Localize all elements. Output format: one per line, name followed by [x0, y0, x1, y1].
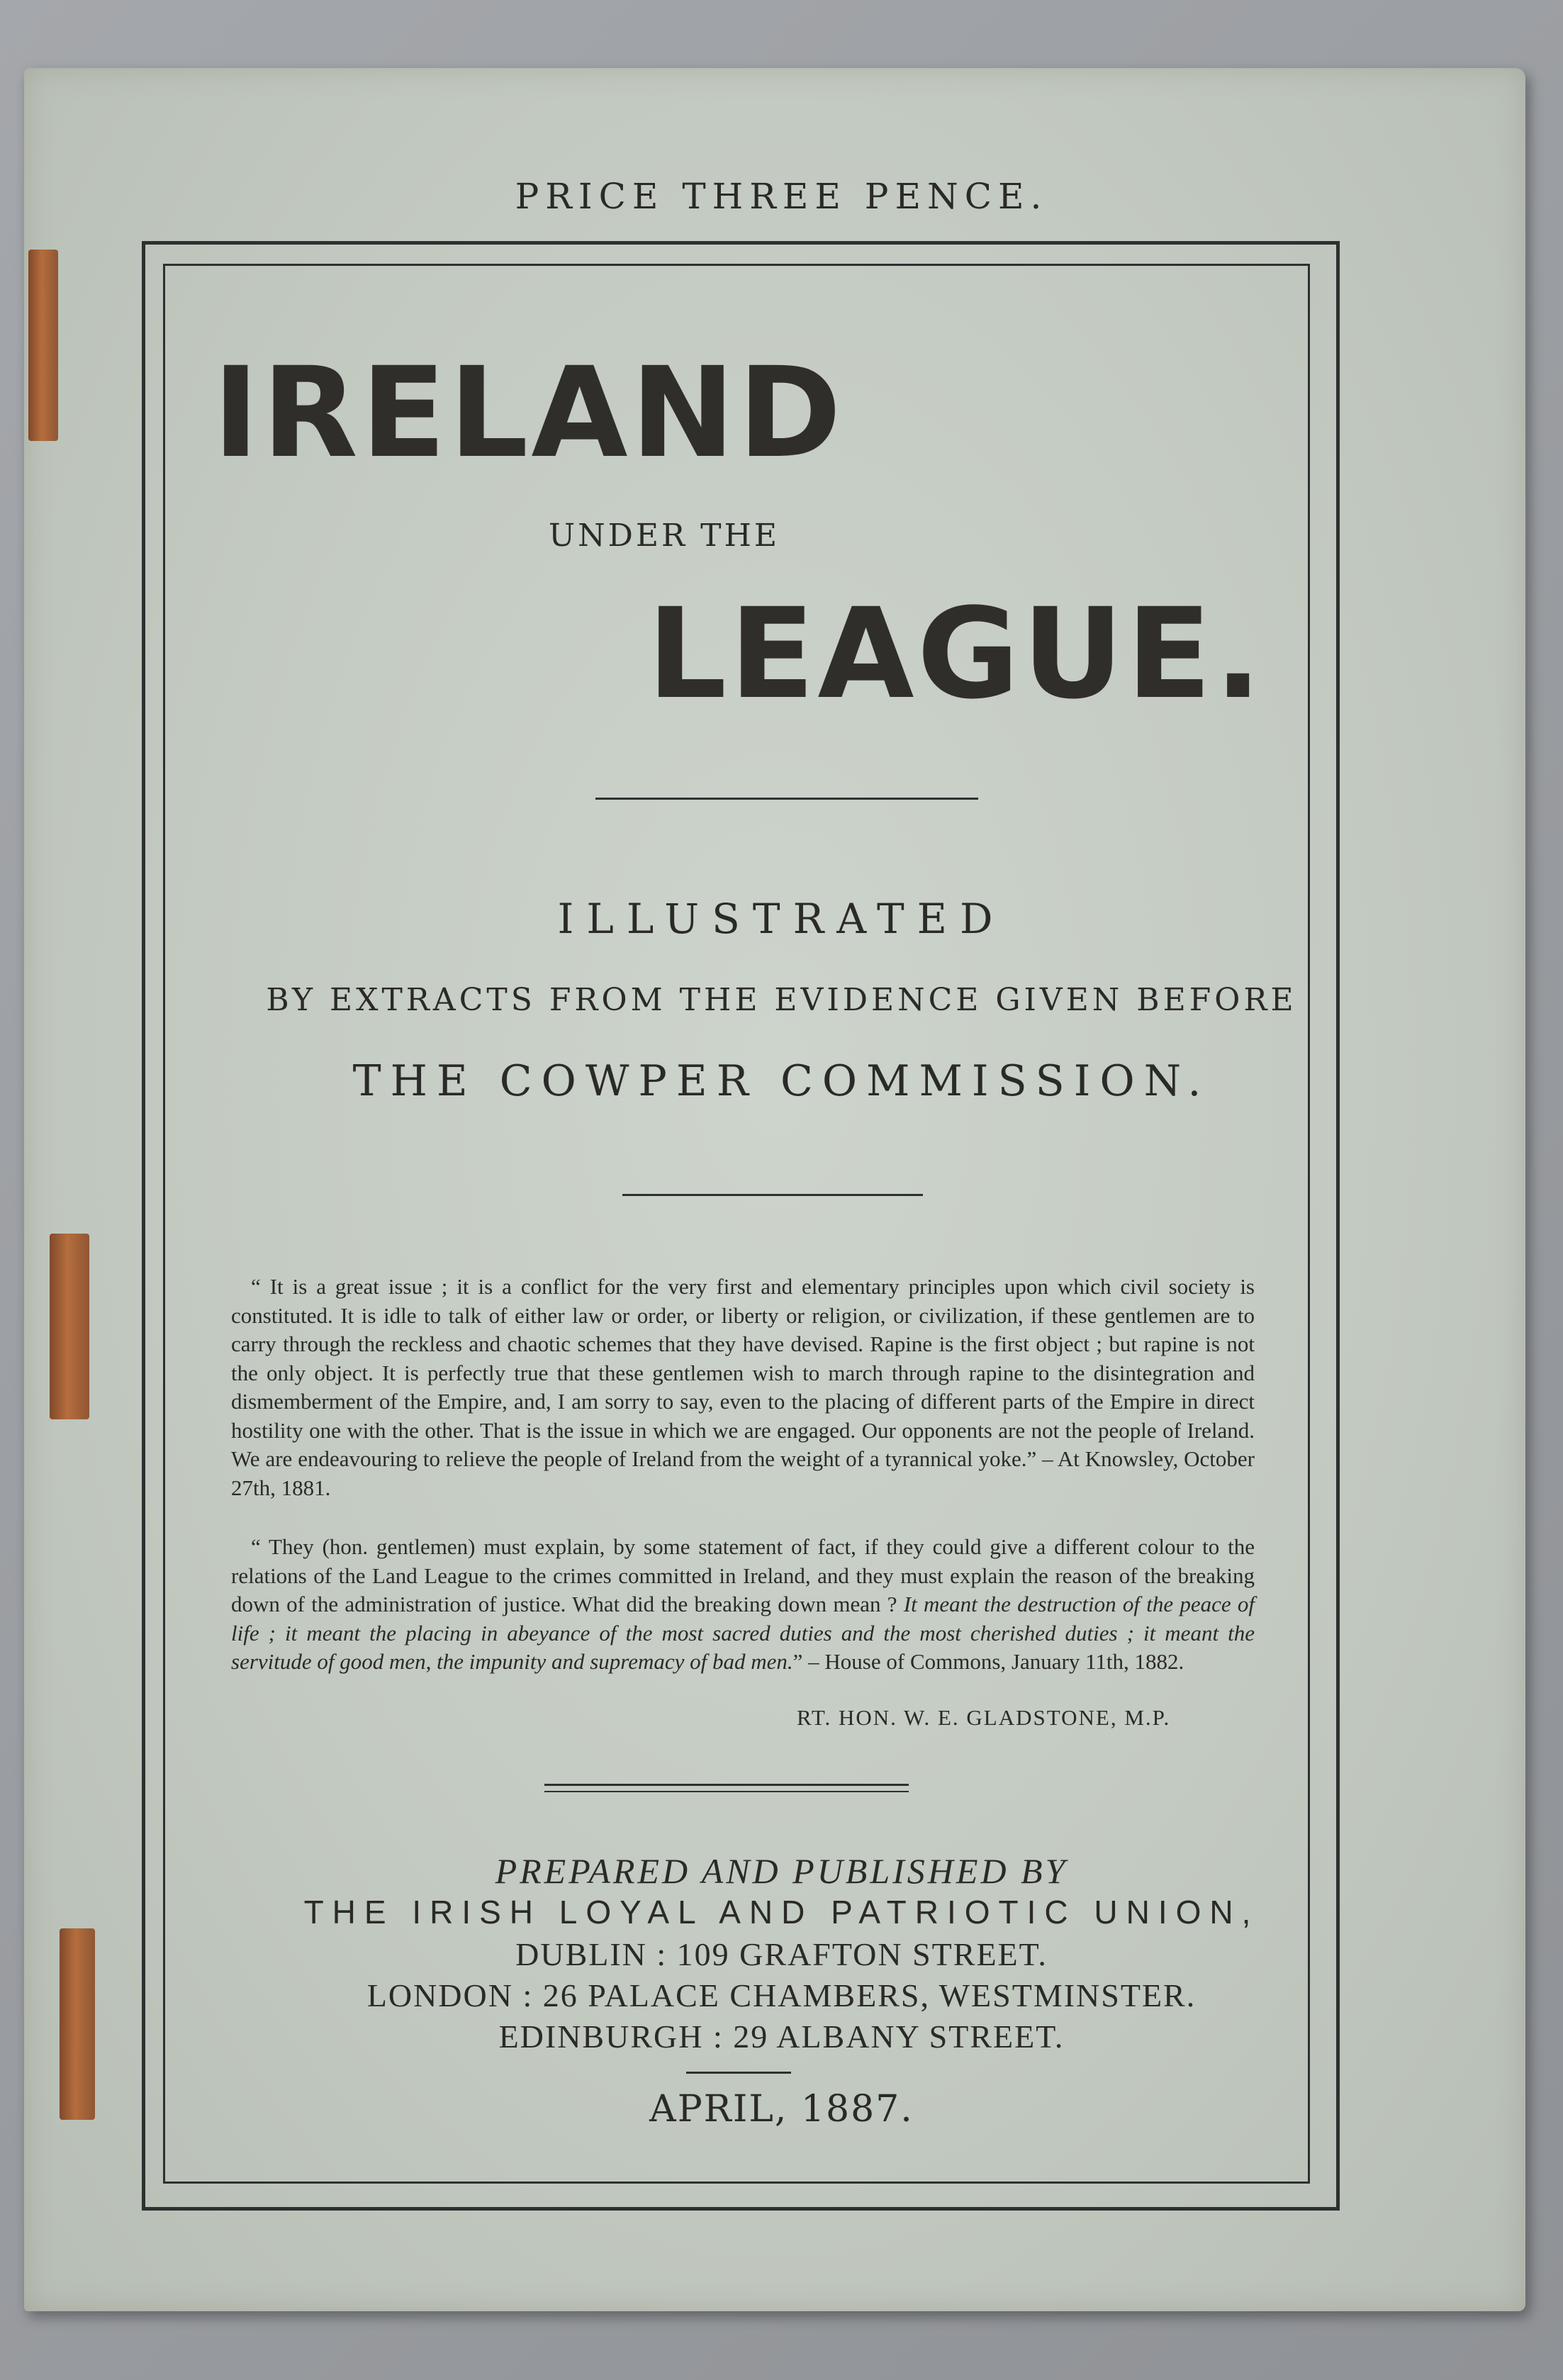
quote-house-of-commons: [231, 1533, 1255, 1677]
title-ireland: IRELAND: [213, 340, 844, 486]
address-edinburgh: EDINBURGH : 29 ALBANY STREET.: [498, 2018, 1065, 2055]
address-dublin: DUBLIN : 109 GRAFTON STREET.: [515, 1936, 1048, 1972]
title-under-the: UNDER THE: [549, 518, 780, 554]
quote-italic-text: It meant the destruction of the peace of life ; it meant the placing in abeyance of the most sacred duties and the most cherished duties ; it meant the servitude of good men, the impunity and supremacy of bad men.: [231, 1592, 1255, 1674]
title-league: LEAGUE.: [647, 581, 1265, 727]
address-london: LONDON : 26 PALACE CHAMBERS, WESTMINSTER.: [366, 1977, 1197, 2013]
publisher-name: THE IRISH LOYAL AND PATRIOTIC UNION,: [303, 1894, 1260, 1931]
divider-rule-2: [622, 1194, 923, 1196]
rust-stain-top: [28, 250, 58, 441]
subtitle-extracts: BY EXTRACTS FROM THE EVIDENCE GIVEN BEFORE: [266, 982, 1297, 1018]
signature-gladstone: RT. HON. W. E. GLADSTONE, M.P.: [797, 1705, 1171, 1730]
divider-double-rule-bottom: [544, 1791, 909, 1792]
price-line: PRICE THREE PENCE.: [515, 176, 1048, 217]
quote-plain-text: “ They (hon. gentlemen) must explain, by some statement of fact, if they could give a different colour to the relations of the Land League to the crimes committed in Ireland, and they must explain the reason of the breaking down of the administration of justice. What did the breaking down mean ?: [231, 1534, 1255, 1616]
subtitle-cowper-commission: THE COWPER COMMISSION.: [352, 1056, 1211, 1106]
divider-rule-1: [595, 798, 978, 800]
quote-knowsley: “ It is a great issue ; it is a conflict for the very first and elementary principles upon which civil society is constituted. It is idle to talk of either law or order, or liberty or religion, or civilization, if these gentlemen are to carry through the reckless and chaotic schemes that they have devised. Rapine is the first object ; but rapine is not the only object. It is perfectly true that these gentlemen wish to march through rapine to the disintegration and dismemberment of the Empire, and, I am sorry to say, even to the placing of different parts of the Empire in direct hostility one with the other. That is the issue in which we are engaged. Our opponents are not the people of Ireland. We are endeavouring to relieve the people of Ireland from the weight of a tyrannical yoke.” – At Knowsley, October 27th, 1881.: [231, 1274, 1255, 1500]
subtitle-illustrated: ILLUSTRATED: [557, 895, 1006, 943]
quote-source: ” – House of Commons, January 11th, 1882.: [792, 1649, 1184, 1674]
publication-date: APRIL, 1887.: [649, 2088, 914, 2130]
rust-stain-middle: [50, 1234, 89, 1419]
prepared-by: PREPARED AND PUBLISHED BY: [495, 1851, 1068, 1891]
divider-rule-date: [686, 2072, 791, 2074]
divider-double-rule-top: [544, 1784, 909, 1786]
